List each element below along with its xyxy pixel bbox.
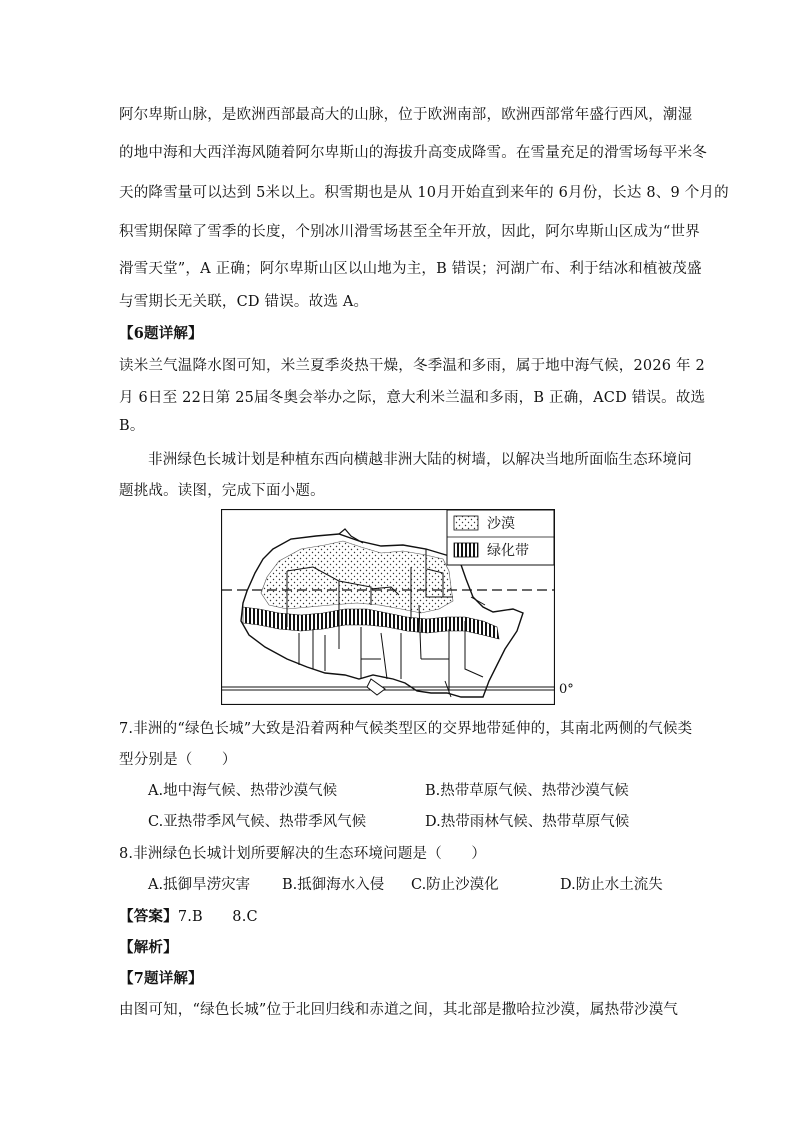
q8-stem: 8.非洲绿色长城计划所要解决的生态环境问题是（ ） <box>119 846 487 862</box>
q6-detail-line: 月 6日至 22日第 25届冬奥会举办之际，意大利米兰温和多雨，B 正确，ACD 错误。故选 <box>119 390 706 406</box>
paragraph-line: 天的降雪量可以达到 5米以上。积雪期也是从 10月开始直到来年的 6月份，长达 8、9 个月的 <box>119 185 729 201</box>
paragraph-line: 与雪期长无关联，CD 错误。故选 A。 <box>119 294 369 310</box>
q7-detail-line: 由图可知，“绿色长城”位于北回归线和赤道之间，其北部是撒哈拉沙漠，属热带沙漠气 <box>119 1002 679 1018</box>
q8-option-b: B.抵御海水入侵 <box>282 877 385 893</box>
answer-text: 7.B 8.C <box>177 909 258 925</box>
map-legend <box>447 510 554 565</box>
answer-line <box>119 905 679 926</box>
q7-option-c: C.亚热带季风气候、热带季风气候 <box>148 814 367 830</box>
africa-green-wall-map <box>221 509 555 705</box>
q7-option-b: B.热带草原气候、热带沙漠气候 <box>425 783 629 799</box>
intro-line: 题挑战。读图，完成下面小题。 <box>119 483 325 499</box>
map-svg <box>221 509 555 705</box>
answer-label: 【答案】 <box>119 908 178 925</box>
paragraph-line: 滑雪天堂”，A 正确；阿尔卑斯山区以山地为主，B 错误；河湖广布、利于结冰和植被茂盛 <box>119 261 702 277</box>
legend-green-belt-label: 绿化带 <box>487 543 529 559</box>
paragraph-line: 的地中海和大西洋海风随着阿尔卑斯山的海拔升高变成降雪。在雪量充足的滑雪场每平米冬 <box>119 145 707 161</box>
legend-desert-swatch <box>454 516 478 530</box>
q7-stem-line: 7.非洲的“绿色长城”大致是沿着两种气候类型区的交界地带延伸的，其南北两侧的气候类 <box>119 721 693 737</box>
legend-desert-label: 沙漠 <box>487 516 515 532</box>
q8-option-a: A.抵御旱涝灾害 <box>148 877 251 893</box>
section-heading-q7: 【7题详解】 <box>119 970 203 987</box>
paragraph-line: 阿尔卑斯山脉，是欧洲西部最高大的山脉，位于欧洲南部，欧洲西部常年盛行西风，潮湿 <box>119 107 693 123</box>
equator-label: 0° <box>559 682 574 697</box>
q7-option-d: D.热带雨林气候、热带草原气候 <box>425 814 630 830</box>
analysis-heading: 【解析】 <box>119 939 178 956</box>
intro-line: 非洲绿色长城计划是种植东西向横越非洲大陆的树墙，以解决当地所面临生态环境问 <box>148 452 692 468</box>
q6-detail-line: 读米兰气温降水图可知，米兰夏季炎热干燥，冬季温和多雨，属于地中海气候，2026 年 2 <box>119 358 705 374</box>
q6-detail-line: B。 <box>119 418 145 434</box>
q7-stem-line: 型分别是（ ） <box>119 752 237 768</box>
paragraph-line: 积雪期保障了雪季的长度，个别冰川滑雪场甚至全年开放，因此，阿尔卑斯山区成为“世界 <box>119 224 700 240</box>
section-heading-q6: 【6题详解】 <box>119 325 203 342</box>
q8-option-c: C.防止沙漠化 <box>411 877 499 893</box>
legend-green-belt-swatch <box>454 543 478 557</box>
q8-option-d: D.防止水土流失 <box>560 877 663 893</box>
q7-option-a: A.地中海气候、热带沙漠气候 <box>148 783 338 799</box>
